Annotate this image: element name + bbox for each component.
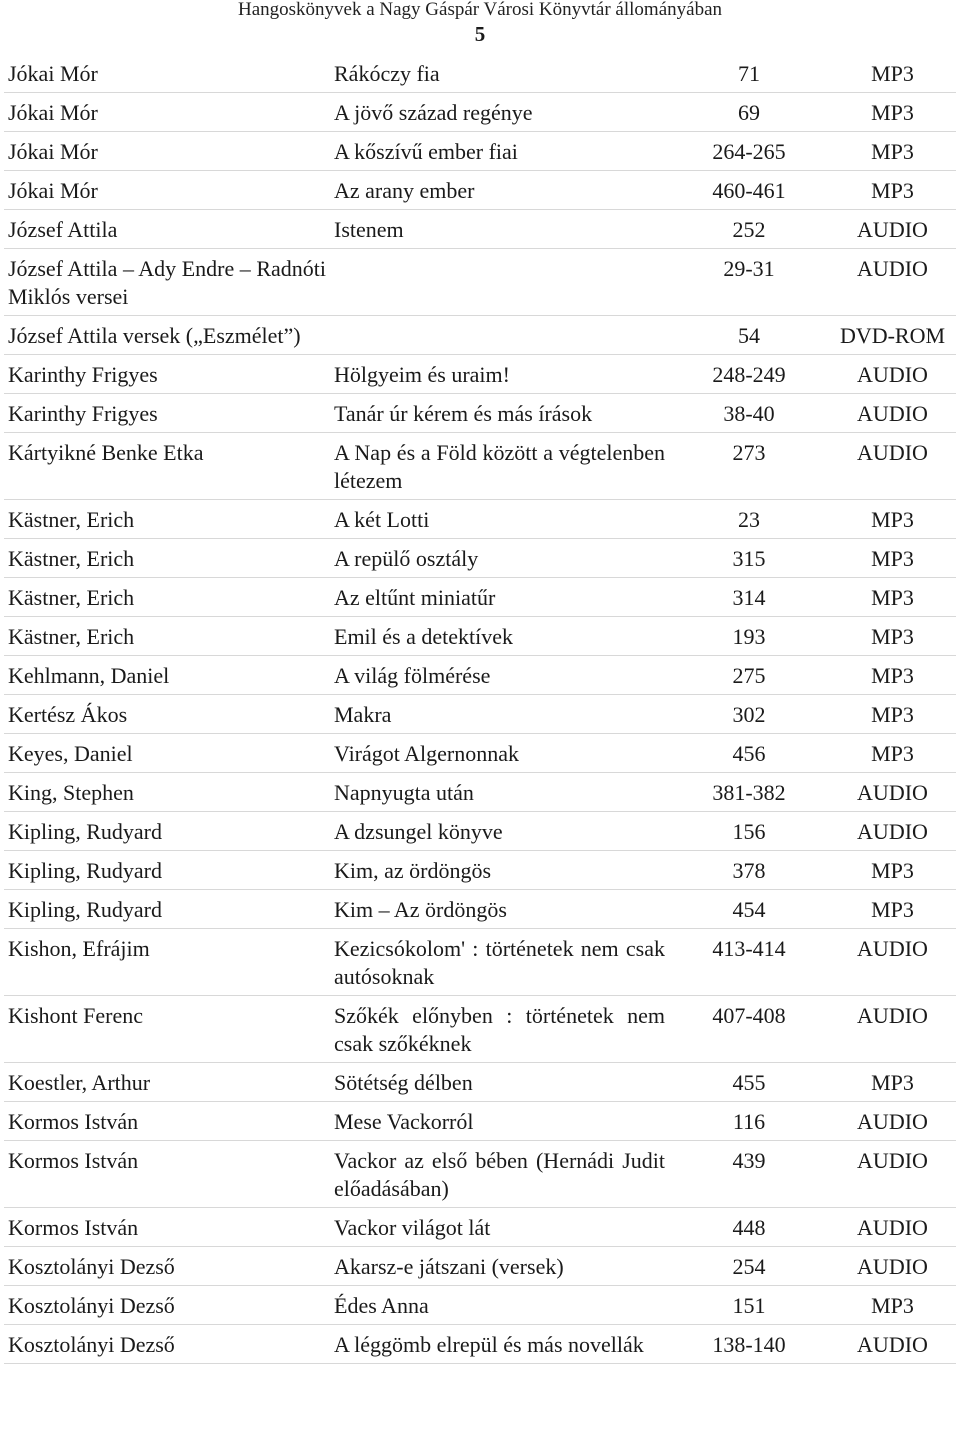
table-row	[4, 500, 956, 539]
format-cell: MP3	[829, 656, 956, 695]
title-cell: Szőkék előnyben : történetek nem csak szőkéknek	[330, 996, 669, 1063]
number-cell: 29-31	[669, 249, 829, 316]
audiobook-catalog-table	[4, 54, 956, 1364]
author-cell: Jókai Mór	[4, 171, 330, 210]
title-cell	[330, 249, 669, 316]
table-row	[4, 210, 956, 249]
number-cell: 273	[669, 433, 829, 500]
number-cell: 248-249	[669, 355, 829, 394]
title-cell: Rákóczy fia	[330, 54, 669, 93]
table-row	[4, 1247, 956, 1286]
number-cell: 460-461	[669, 171, 829, 210]
table-row	[4, 929, 956, 996]
format-cell: MP3	[829, 171, 956, 210]
number-cell: 439	[669, 1141, 829, 1208]
number-cell: 302	[669, 695, 829, 734]
table-row	[4, 734, 956, 773]
format-cell: AUDIO	[829, 1141, 956, 1208]
format-cell: MP3	[829, 1286, 956, 1325]
table-row	[4, 1102, 956, 1141]
format-cell: MP3	[829, 578, 956, 617]
number-cell: 71	[669, 54, 829, 93]
title-cell: Tanár úr kérem és más írások	[330, 394, 669, 433]
title-cell: Sötétség délben	[330, 1063, 669, 1102]
format-cell: MP3	[829, 734, 956, 773]
title-cell: A kőszívű ember fiai	[330, 132, 669, 171]
title-cell: Kim – Az ördöngös	[330, 890, 669, 929]
author-cell: József Attila	[4, 210, 330, 249]
number-cell: 456	[669, 734, 829, 773]
author-cell: Karinthy Frigyes	[4, 394, 330, 433]
author-cell: Kishon, Efrájim	[4, 929, 330, 996]
format-cell: AUDIO	[829, 1102, 956, 1141]
table-row	[4, 617, 956, 656]
number-cell: 151	[669, 1286, 829, 1325]
table-row	[4, 355, 956, 394]
number-cell: 254	[669, 1247, 829, 1286]
format-cell: AUDIO	[829, 1208, 956, 1247]
number-cell: 378	[669, 851, 829, 890]
number-cell: 69	[669, 93, 829, 132]
table-row	[4, 54, 956, 93]
format-cell: DVD-ROM	[829, 316, 956, 355]
author-cell: Kästner, Erich	[4, 578, 330, 617]
title-cell: Vackor az első bében (Hernádi Judit előadásában)	[330, 1141, 669, 1208]
author-cell: Kehlmann, Daniel	[4, 656, 330, 695]
format-cell: AUDIO	[829, 355, 956, 394]
format-cell: MP3	[829, 93, 956, 132]
author-cell: József Attila versek („Eszmélet”)	[4, 316, 330, 355]
title-cell: A léggömb elrepül és más novellák	[330, 1325, 669, 1364]
table-row	[4, 695, 956, 734]
author-cell: Kártyikné Benke Etka	[4, 433, 330, 500]
number-cell: 252	[669, 210, 829, 249]
format-cell: AUDIO	[829, 812, 956, 851]
title-cell: A két Lotti	[330, 500, 669, 539]
author-cell: Kipling, Rudyard	[4, 890, 330, 929]
table-row	[4, 539, 956, 578]
author-cell: Keyes, Daniel	[4, 734, 330, 773]
format-cell: AUDIO	[829, 433, 956, 500]
author-cell: Kormos István	[4, 1208, 330, 1247]
number-cell: 264-265	[669, 132, 829, 171]
table-row	[4, 812, 956, 851]
number-cell: 116	[669, 1102, 829, 1141]
title-cell: Kezicsókolom' : történetek nem csak autósoknak	[330, 929, 669, 996]
title-cell: A jövő század regénye	[330, 93, 669, 132]
format-cell: MP3	[829, 500, 956, 539]
format-cell: AUDIO	[829, 773, 956, 812]
number-cell: 138-140	[669, 1325, 829, 1364]
table-row	[4, 578, 956, 617]
number-cell: 413-414	[669, 929, 829, 996]
title-cell: Az eltűnt miniatűr	[330, 578, 669, 617]
page-header	[0, 0, 960, 46]
author-cell: Jókai Mór	[4, 132, 330, 171]
table-row	[4, 132, 956, 171]
title-cell: A Nap és a Föld között a végtelenben létezem	[330, 433, 669, 500]
number-cell: 38-40	[669, 394, 829, 433]
author-cell: Kishont Ferenc	[4, 996, 330, 1063]
author-cell: Kosztolányi Dezső	[4, 1325, 330, 1364]
number-cell: 448	[669, 1208, 829, 1247]
number-cell: 455	[669, 1063, 829, 1102]
table-row	[4, 1325, 956, 1364]
format-cell: AUDIO	[829, 1325, 956, 1364]
format-cell: MP3	[829, 132, 956, 171]
format-cell: MP3	[829, 1063, 956, 1102]
title-cell: Vackor világot lát	[330, 1208, 669, 1247]
author-cell: Kormos István	[4, 1102, 330, 1141]
number-cell: 381-382	[669, 773, 829, 812]
title-cell: A világ fölmérése	[330, 656, 669, 695]
author-cell: Jókai Mór	[4, 54, 330, 93]
author-cell: Kormos István	[4, 1141, 330, 1208]
number-cell: 23	[669, 500, 829, 539]
document-title: Hangoskönyvek a Nagy Gáspár Városi Könyvtár állományában	[237, 0, 723, 20]
table-row	[4, 773, 956, 812]
author-cell: József Attila – Ady Endre – Radnóti Miklós versei	[4, 249, 330, 316]
format-cell: AUDIO	[829, 929, 956, 996]
format-cell: MP3	[829, 695, 956, 734]
title-cell: Istenem	[330, 210, 669, 249]
number-cell: 156	[669, 812, 829, 851]
number-cell: 193	[669, 617, 829, 656]
table-row	[4, 316, 956, 355]
table-row	[4, 851, 956, 890]
number-cell: 275	[669, 656, 829, 695]
author-cell: Kipling, Rudyard	[4, 851, 330, 890]
author-cell: Kosztolányi Dezső	[4, 1247, 330, 1286]
number-cell: 314	[669, 578, 829, 617]
title-cell: Napnyugta után	[330, 773, 669, 812]
table-row	[4, 171, 956, 210]
title-cell: A repülő osztály	[330, 539, 669, 578]
table-row	[4, 249, 956, 316]
title-cell: Édes Anna	[330, 1286, 669, 1325]
author-cell: Kipling, Rudyard	[4, 812, 330, 851]
author-cell: Kästner, Erich	[4, 500, 330, 539]
author-cell: Koestler, Arthur	[4, 1063, 330, 1102]
table-row	[4, 1208, 956, 1247]
page-number: 5	[474, 22, 486, 46]
table-row	[4, 1286, 956, 1325]
number-cell: 407-408	[669, 996, 829, 1063]
author-cell: Kästner, Erich	[4, 617, 330, 656]
title-cell: Mese Vackorról	[330, 1102, 669, 1141]
title-cell: Hölgyeim és uraim!	[330, 355, 669, 394]
catalog-rows	[4, 54, 956, 1364]
format-cell: AUDIO	[829, 996, 956, 1063]
table-row	[4, 1063, 956, 1102]
format-cell: MP3	[829, 54, 956, 93]
title-cell: Makra	[330, 695, 669, 734]
table-row	[4, 433, 956, 500]
table-row	[4, 996, 956, 1063]
format-cell: AUDIO	[829, 210, 956, 249]
title-cell	[330, 316, 669, 355]
format-cell: MP3	[829, 617, 956, 656]
number-cell: 454	[669, 890, 829, 929]
table-row	[4, 93, 956, 132]
title-cell: Akarsz-e játszani (versek)	[330, 1247, 669, 1286]
format-cell: MP3	[829, 539, 956, 578]
author-cell: Kosztolányi Dezső	[4, 1286, 330, 1325]
author-cell: Jókai Mór	[4, 93, 330, 132]
table-row	[4, 1141, 956, 1208]
table-row	[4, 394, 956, 433]
title-cell: Az arany ember	[330, 171, 669, 210]
number-cell: 315	[669, 539, 829, 578]
table-row	[4, 890, 956, 929]
author-cell: Kästner, Erich	[4, 539, 330, 578]
table-row	[4, 656, 956, 695]
format-cell: MP3	[829, 890, 956, 929]
format-cell: AUDIO	[829, 394, 956, 433]
author-cell: Karinthy Frigyes	[4, 355, 330, 394]
format-cell: MP3	[829, 851, 956, 890]
author-cell: King, Stephen	[4, 773, 330, 812]
number-cell: 54	[669, 316, 829, 355]
author-cell: Kertész Ákos	[4, 695, 330, 734]
title-cell: Kim, az ördöngös	[330, 851, 669, 890]
title-cell: Emil és a detektívek	[330, 617, 669, 656]
format-cell: AUDIO	[829, 1247, 956, 1286]
title-cell: A dzsungel könyve	[330, 812, 669, 851]
format-cell: AUDIO	[829, 249, 956, 316]
title-cell: Virágot Algernonnak	[330, 734, 669, 773]
